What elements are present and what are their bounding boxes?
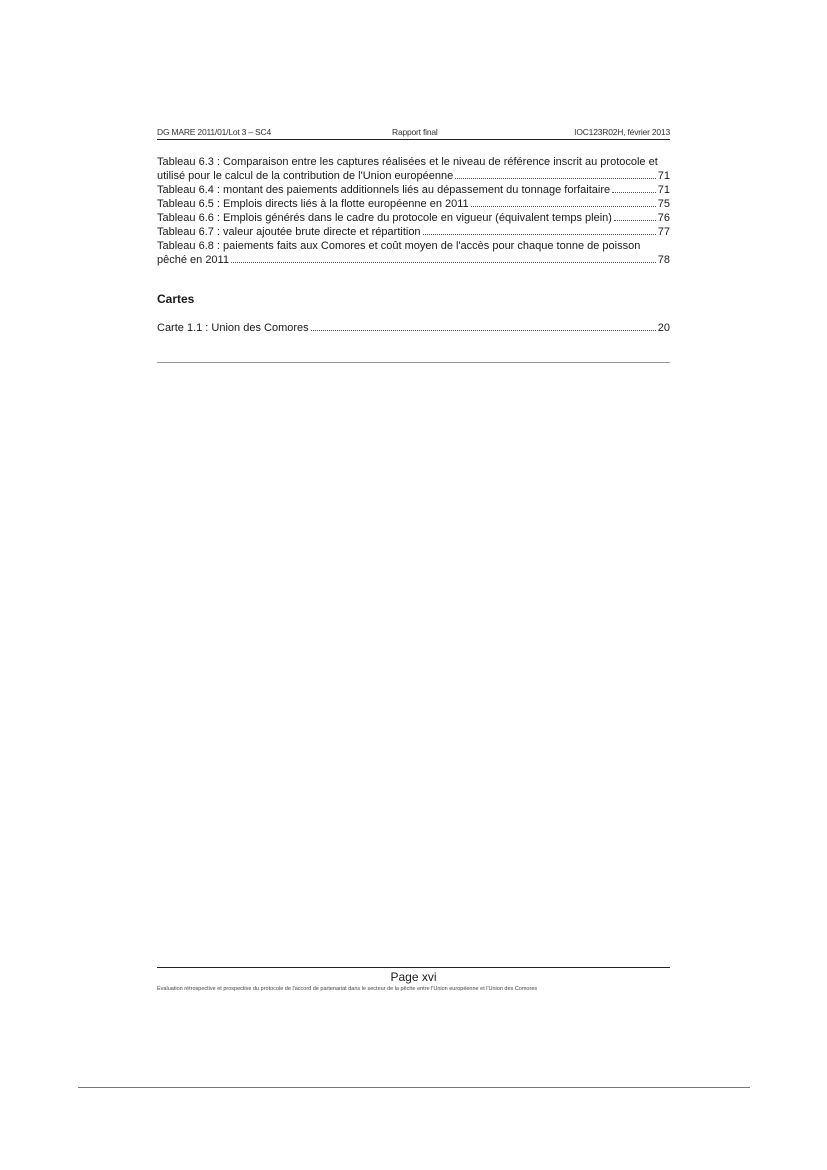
toc-entry-table-6-7[interactable] <box>157 225 670 239</box>
toc-entry-table-6-4[interactable] <box>157 183 670 197</box>
dot-leader <box>231 253 656 263</box>
toc-entry-table-6-3[interactable] <box>157 155 670 183</box>
header-center: Rapport final <box>392 127 438 137</box>
toc-entry-first-line: Tableau 6.3 : Comparaison entre les captures réalisées et le niveau de référence inscrit au protocole et <box>157 156 658 168</box>
dot-leader <box>423 225 656 235</box>
toc-entry-page: 76 <box>657 212 670 224</box>
toc-entry-table-6-5[interactable] <box>157 197 670 211</box>
toc-entry-text: Tableau 6.6 : Emplois générés dans le cadre du protocole en vigueur (équivalent temps plein) <box>157 212 612 224</box>
toc-entry-text: Carte 1.1 : Union des Comores <box>157 322 309 334</box>
section-divider <box>157 362 670 363</box>
header-right: IOC123R02H, février 2013 <box>574 127 670 137</box>
table-list <box>157 155 670 267</box>
toc-entry-map-1-1[interactable] <box>157 321 670 335</box>
toc-entry-text: Tableau 6.7 : valeur ajoutée brute directe et répartition <box>157 226 421 238</box>
dot-leader <box>614 211 656 221</box>
page-number: Page xvi <box>390 970 437 984</box>
maps-heading: Cartes <box>157 292 195 306</box>
toc-entry-page: 71 <box>657 184 670 196</box>
dot-leader <box>311 321 656 331</box>
footer-rule <box>157 967 670 968</box>
map-list <box>157 321 670 335</box>
dot-leader <box>471 197 656 207</box>
toc-entry-page: 77 <box>657 226 670 238</box>
toc-entry-text: pêché en 2011 <box>157 254 229 266</box>
page-bottom-rule <box>78 1087 750 1088</box>
toc-entry-page: 75 <box>657 198 670 210</box>
dot-leader <box>612 183 656 193</box>
dot-leader <box>455 169 656 179</box>
toc-entry-page: 20 <box>657 322 670 334</box>
toc-entry-page: 78 <box>657 254 670 266</box>
toc-entry-table-6-6[interactable] <box>157 211 670 225</box>
footer-description: Évaluation rétrospective et prospective du protocole de l'accord de partenariat dans le secteur de la pêche entre l'Union européenne et l'Union des Comores <box>157 986 538 992</box>
toc-entry-text: Tableau 6.4 : montant des paiements additionnels liés au dépassement du tonnage forfaitaire <box>157 184 611 196</box>
toc-entry-page: 71 <box>657 170 670 182</box>
toc-entry-text: Tableau 6.5 : Emplois directs liés à la flotte européenne en 2011 <box>157 198 469 210</box>
toc-entry-table-6-8[interactable] <box>157 239 670 267</box>
toc-entry-first-line: Tableau 6.8 : paiements faits aux Comores et coût moyen de l'accès pour chaque tonne de poisson <box>157 240 641 252</box>
header-left: DG MARE 2011/01/Lot 3 – SC4 <box>157 127 271 137</box>
toc-entry-text: utilisé pour le calcul de la contribution de l'Union européenne <box>157 170 454 182</box>
page-header <box>157 126 670 140</box>
